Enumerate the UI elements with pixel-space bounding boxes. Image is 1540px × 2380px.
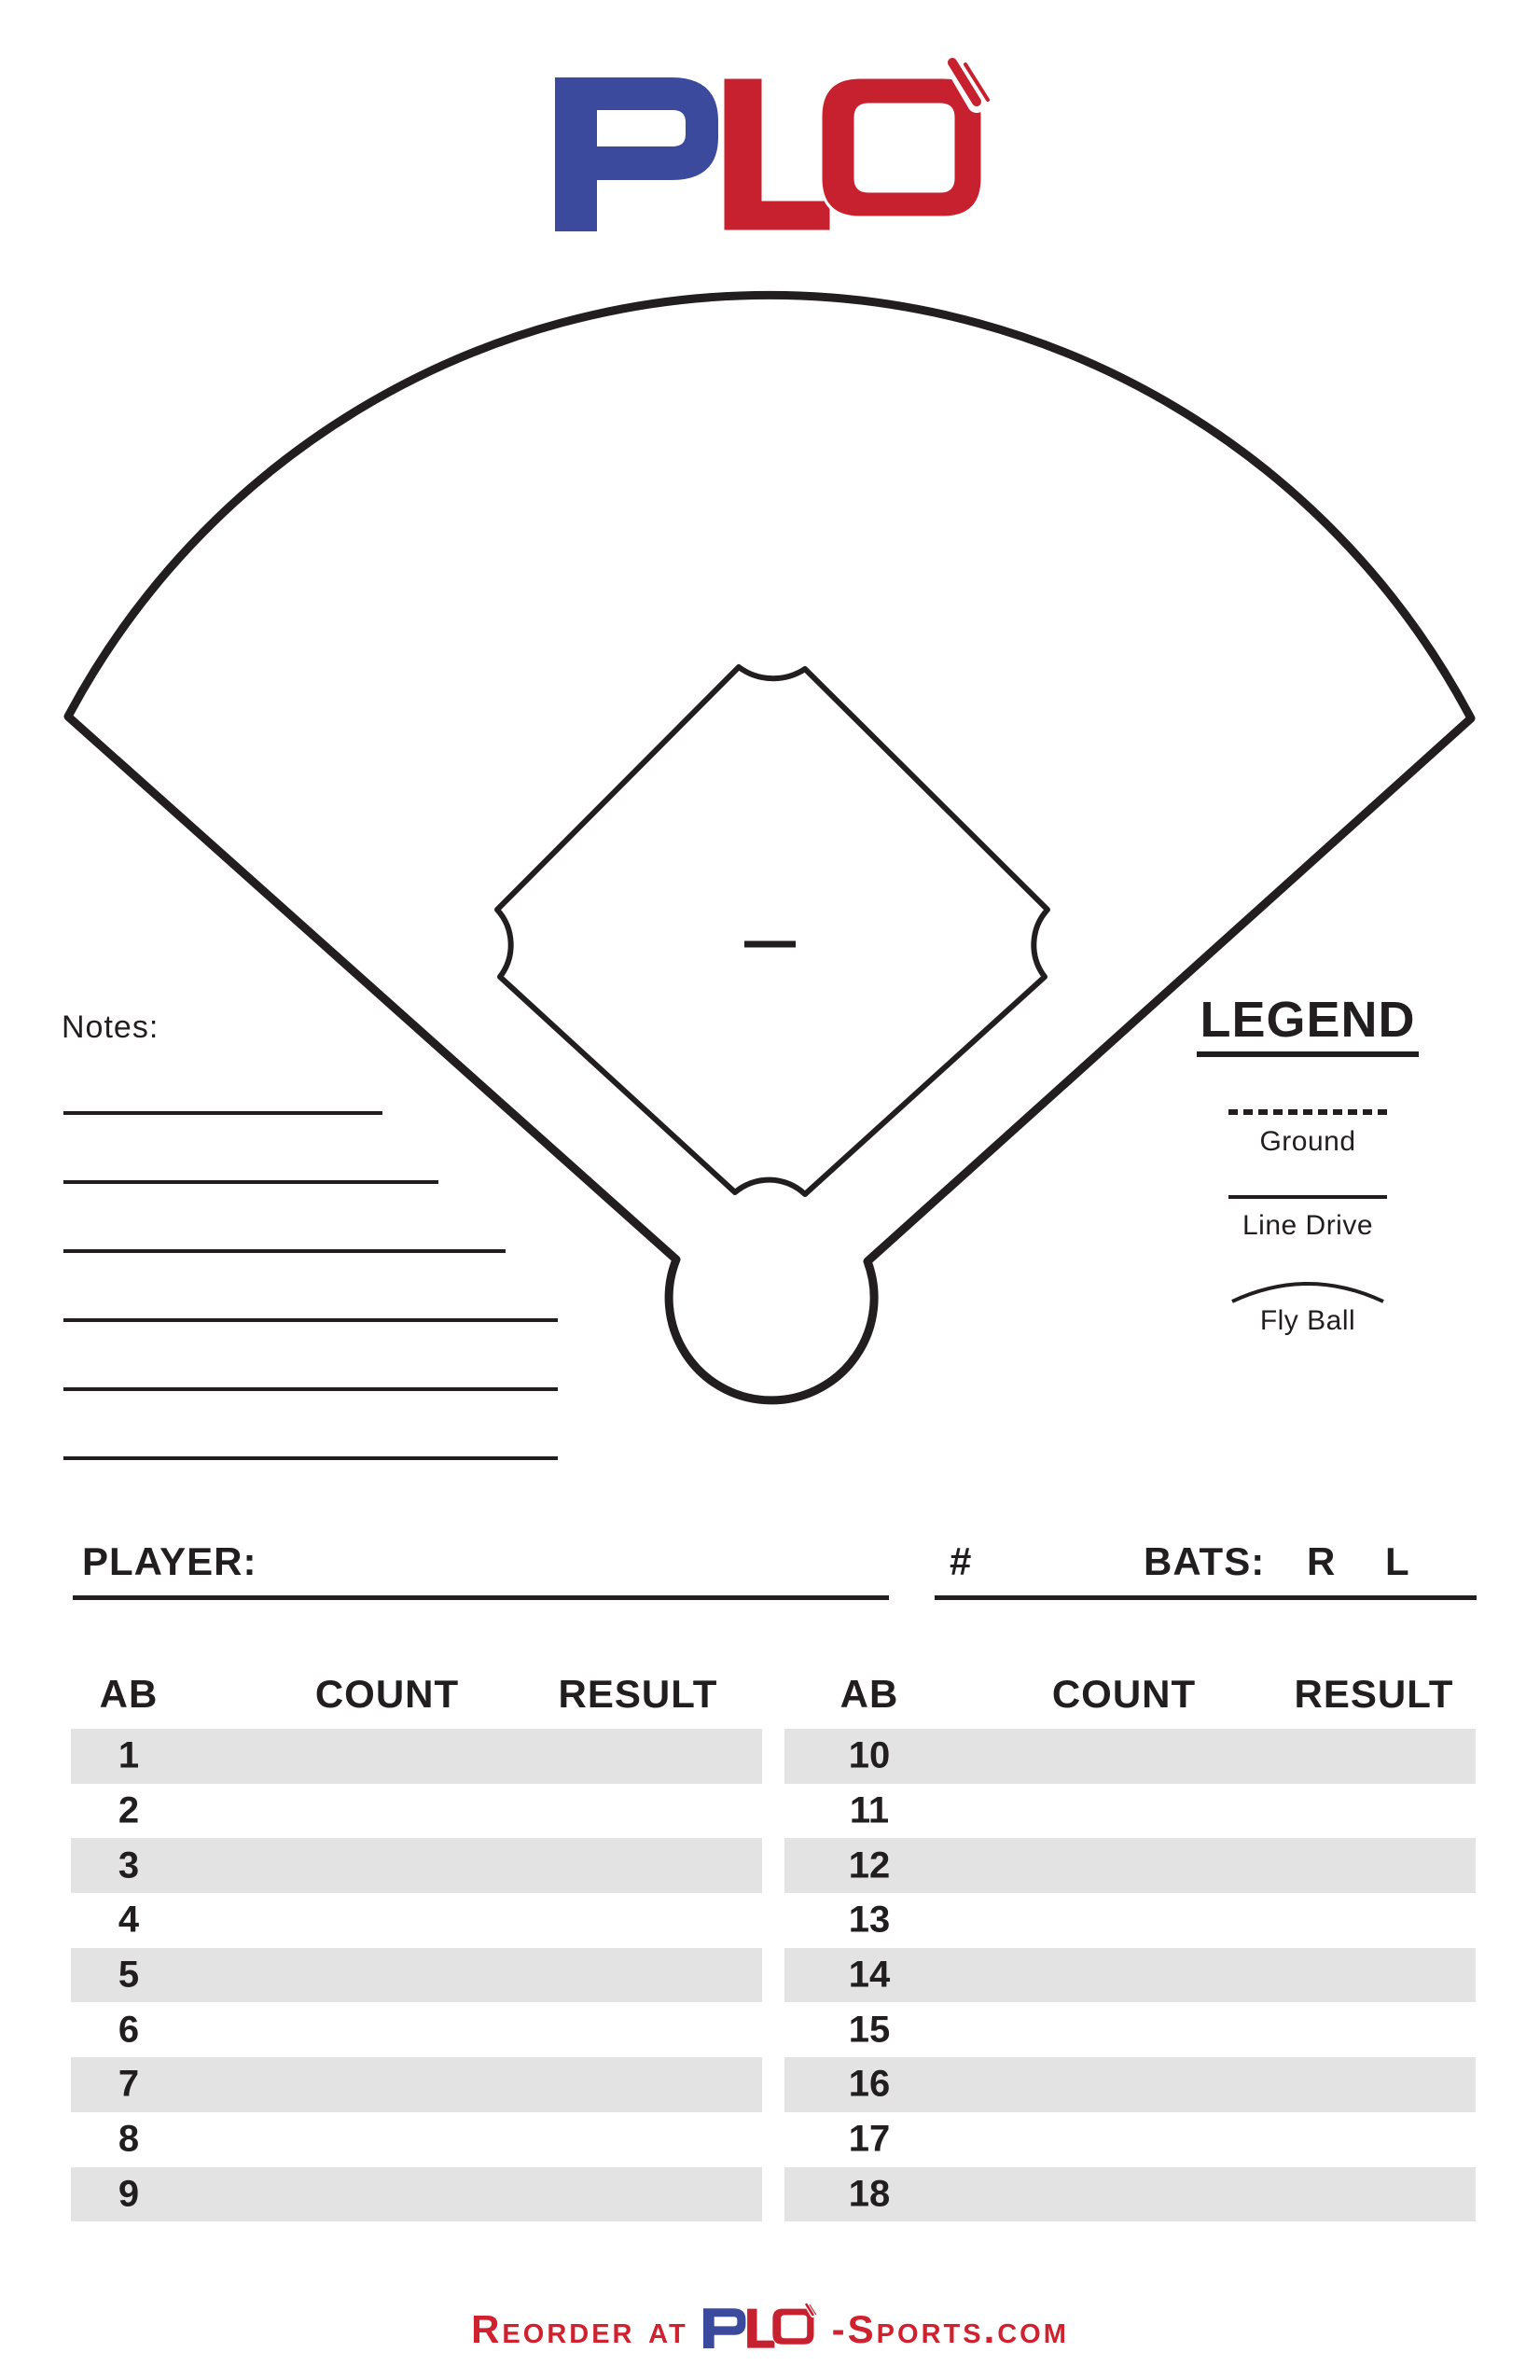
legend-item-fly-ball: Fly Ball xyxy=(1259,1305,1356,1336)
legend-title: LEGEND xyxy=(1197,991,1418,1057)
reorder-text: Reorder at xyxy=(471,2307,688,2351)
bats-option-left: L xyxy=(1385,1539,1410,1583)
column-header-ab: AB xyxy=(839,1672,899,1716)
row-ab-number: 7 xyxy=(118,2063,140,2105)
table-row xyxy=(784,2002,1476,2057)
table-row xyxy=(784,1838,1476,1893)
ground-line-icon xyxy=(1228,1109,1387,1115)
table-row xyxy=(71,1948,762,2003)
table-header xyxy=(71,1666,762,1729)
table-row xyxy=(784,1893,1476,1948)
row-ab-number: 18 xyxy=(848,2173,891,2215)
table-row xyxy=(784,1784,1476,1839)
table-row xyxy=(784,2167,1476,2222)
legend-item-ground: Ground xyxy=(1259,1126,1356,1157)
table-row xyxy=(784,1729,1476,1784)
table-row xyxy=(784,2057,1476,2112)
row-ab-number: 4 xyxy=(118,1899,140,1941)
infield-diamond xyxy=(497,667,1047,1194)
fly-ball-arc-icon xyxy=(1228,1270,1387,1305)
column-header-result: RESULT xyxy=(1294,1672,1454,1716)
table-row xyxy=(71,1893,762,1948)
bats-blank-line xyxy=(935,1595,1477,1600)
footer-plc-logo xyxy=(703,2306,817,2350)
row-ab-number: 9 xyxy=(118,2173,140,2215)
column-header-result: RESULT xyxy=(558,1672,718,1716)
row-ab-number: 5 xyxy=(118,1954,140,1996)
column-header-ab: AB xyxy=(99,1672,159,1716)
table-row xyxy=(71,2002,762,2057)
row-ab-number: 2 xyxy=(118,1789,140,1831)
table-rows xyxy=(784,1729,1476,2221)
player-name-blank-line xyxy=(73,1595,889,1600)
row-ab-number: 6 xyxy=(118,2009,140,2051)
row-ab-number: 12 xyxy=(848,1844,891,1886)
row-ab-number: 15 xyxy=(848,2009,891,2051)
table-row xyxy=(71,1838,762,1893)
footer xyxy=(0,2288,1540,2372)
column-header-count: COUNT xyxy=(1051,1672,1197,1716)
notes-line xyxy=(63,1456,558,1460)
line-drive-line-icon xyxy=(1228,1195,1387,1199)
table-row xyxy=(71,1784,762,1839)
table-row xyxy=(784,1948,1476,2003)
table-row xyxy=(784,2112,1476,2167)
notes-label: Notes: xyxy=(62,1009,160,1045)
footer-site-suffix: -Sports.com xyxy=(831,2307,1069,2351)
table-rows xyxy=(71,1729,762,2221)
row-ab-number: 11 xyxy=(849,1789,890,1831)
notes-line xyxy=(63,1249,506,1253)
row-ab-number: 8 xyxy=(118,2118,140,2160)
row-ab-number: 10 xyxy=(848,1734,891,1776)
notes-line xyxy=(63,1318,558,1322)
table-row xyxy=(71,1729,762,1784)
player-label: PLAYER: xyxy=(82,1539,257,1583)
row-ab-number: 17 xyxy=(848,2118,891,2160)
player-number-label: # xyxy=(950,1539,973,1583)
column-header-count: COUNT xyxy=(314,1672,460,1716)
bats-option-right: R xyxy=(1307,1539,1337,1583)
table-row xyxy=(71,2112,762,2167)
legend-item-line-drive: Line Drive xyxy=(1242,1210,1374,1241)
table-header xyxy=(784,1666,1476,1729)
row-ab-number: 13 xyxy=(848,1899,891,1941)
row-ab-number: 1 xyxy=(118,1734,140,1776)
ab-table-left xyxy=(71,1666,762,2221)
notes-line xyxy=(63,1180,438,1184)
ab-table-right xyxy=(784,1666,1476,2221)
row-ab-number: 14 xyxy=(848,1954,891,1996)
row-ab-number: 16 xyxy=(848,2063,891,2105)
notes-line xyxy=(63,1111,382,1115)
notes-line xyxy=(63,1387,558,1391)
table-row xyxy=(71,2057,762,2112)
row-ab-number: 3 xyxy=(118,1844,140,1886)
bats-label: BATS: xyxy=(1144,1539,1266,1583)
table-row xyxy=(71,2167,762,2222)
legend xyxy=(1200,991,1416,1337)
